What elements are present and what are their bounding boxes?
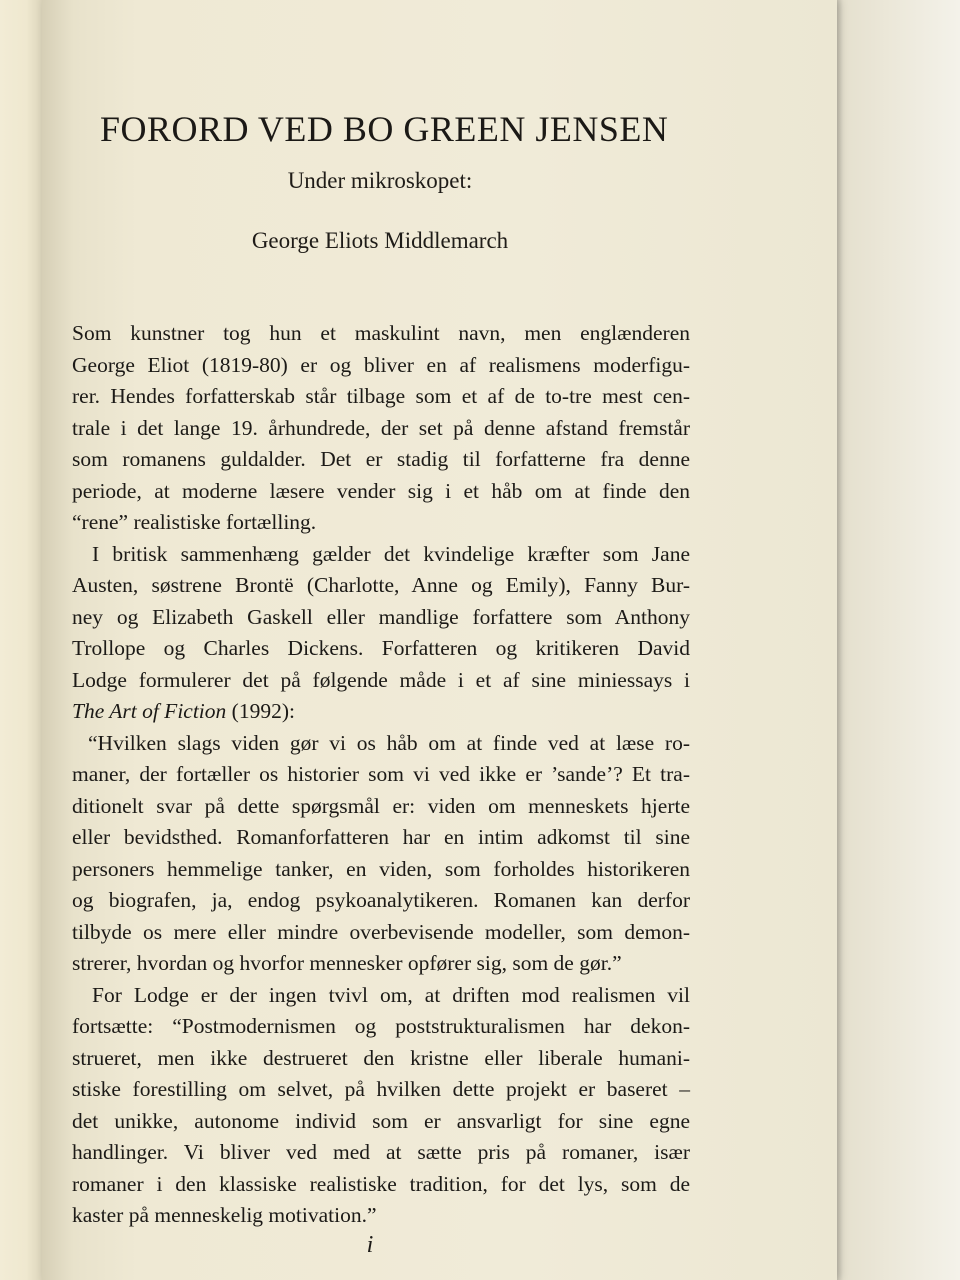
previous-page-edge [0, 0, 44, 1280]
text-line: personers hemmelige tanker, en viden, som forholdes historikeren [72, 856, 690, 881]
text-line: handlinger. Vi bliver ved med at sætte pris på romaner, især [72, 1140, 690, 1164]
paragraph-1 [72, 318, 690, 539]
text-line: Som kunstner tog hun et maskulint navn, men englænderen [72, 321, 690, 345]
text-line: rer. Hendes forfatterskab står tilbage som et af de to-tre mest cen- [72, 384, 690, 408]
text-line: Lodge formulerer det på følgende måde i et af sine miniessays i [72, 667, 690, 692]
text-line: romaner i den klassiske realistiske tradition, for det lys, som de [72, 1171, 690, 1196]
text-line: For Lodge er der ingen tvivl om, at driften mod realismen vil [92, 982, 690, 1007]
text-line: ney og Elizabeth Gaskell eller mandlige forfattere som Anthony [72, 604, 690, 629]
paragraph-2 [72, 539, 690, 728]
text-line: ditionelt svar på dette spørgsmål er: viden om menneskets hjerte [72, 793, 690, 818]
text-line: kaster på menneskelig motivation.” [72, 1203, 377, 1227]
page-number: i [366, 1232, 374, 1258]
text-line: strueret, men ikke destrueret den kristne eller liberale humani- [72, 1045, 690, 1070]
text-line: Trollope og Charles Dickens. Forfatteren og kritikeren David [72, 636, 690, 660]
text-line: trale i det lange 19. århundrede, der set på denne afstand fremstår [72, 415, 690, 440]
paragraph-4 [72, 980, 690, 1232]
text-line: og biografen, ja, endog psykoanalytikeren. Romanen kan derfor [72, 888, 690, 912]
subtitle-book-title: George Eliots Middlemarch [251, 228, 509, 253]
text-line: Austen, søstrene Brontë (Charlotte, Anne og Emily), Fanny Bur- [72, 573, 690, 597]
text-line: det unikke, autonome individ som er ansvarligt for sine egne [72, 1108, 690, 1133]
paragraph-3-quote [72, 728, 690, 980]
text-line: eller bevidsthed. Romanforfatteren har en intim adkomst til sine [72, 825, 690, 849]
text-line: I britisk sammenhæng gælder det kvindelige kræfter som Jane [92, 541, 690, 566]
text-line: tilbyde os mere eller mindre overbevisende modeller, som demon- [72, 919, 690, 944]
page-stack-edge [837, 0, 960, 1280]
body-text [72, 318, 690, 1232]
text-line: “Hvilken slags viden gør vi os håb om at finde ved at læse ro- [88, 730, 690, 755]
text-line: fortsætte: “Postmodernismen og poststrukturalismen har dekon- [72, 1014, 690, 1038]
chapter-title: FORORD VED BO GREEN JENSEN [100, 109, 669, 149]
text-line: periode, at moderne læsere vender sig i et håb om at finde den [72, 478, 690, 503]
subtitle-under-mikroskopet: Under mikroskopet: [287, 168, 473, 193]
text-line: George Eliot (1819-80) er og bliver en af realismens moderfigu- [72, 352, 690, 377]
citation-year: (1992): [226, 699, 295, 723]
text-line: strerer, hvordan og hvorfor mennesker opfører sig, som de gør.” [72, 951, 622, 975]
citation-book-title: The Art of Fiction [72, 699, 227, 723]
text-line: maner, der fortæller os historier som vi ved ikke er ’sande’? Et tra- [72, 762, 690, 786]
citation-line [72, 696, 690, 728]
text-line: “rene” realistiske fortælling. [72, 510, 317, 534]
text-line: stiske forestilling om selvet, på hvilken dette projekt er baseret – [72, 1077, 690, 1101]
text-line: som romanens guldalder. Det er stadig til forfatterne fra denne [72, 447, 690, 471]
